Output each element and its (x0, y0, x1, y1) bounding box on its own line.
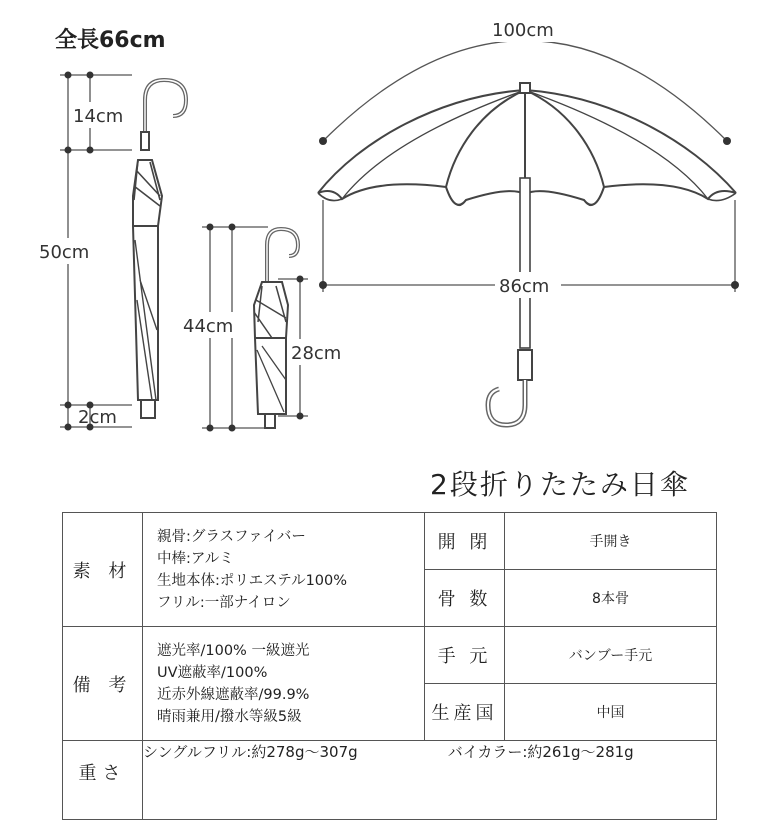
material-line: フリル:一部ナイロン (157, 594, 291, 611)
material-line: 中棒:アルミ (157, 550, 234, 567)
weight-detail (143, 741, 717, 820)
notes-line: UV遮蔽率/100% (157, 664, 268, 681)
origin-label: 生産国 (425, 684, 505, 741)
weight-single: シングルフリル:約278g～307g (143, 743, 358, 761)
shaft-length-label: 50cm (39, 242, 90, 263)
material-label: 素 材 (63, 513, 143, 627)
notes-line: 晴雨兼用/撥水等級5級 (157, 708, 302, 725)
total-length-label: 全長66cm (55, 28, 166, 53)
diameter-arc-label: 100cm (492, 20, 554, 41)
handle-label: 手 元 (425, 627, 505, 684)
weight-bicolor: バイカラー:約261g～281g (447, 743, 634, 761)
notes-detail (143, 627, 425, 741)
notes-line: 近赤外線遮蔽率/99.9% (157, 686, 310, 703)
tip-length-label: 2cm (78, 407, 117, 428)
material-line: 親骨:グラスファイバー (157, 528, 306, 545)
product-title: 2段折りたたみ日傘 (430, 468, 690, 501)
opening-value: 手開き (505, 513, 717, 570)
ribs-value: 8本骨 (505, 570, 717, 627)
opening-label: 開 閉 (425, 513, 505, 570)
weight-label-text: 重さ (78, 763, 127, 784)
material-detail (143, 513, 425, 627)
spec-table (62, 512, 717, 820)
origin-value: 中国 (505, 684, 717, 741)
notes-line: 遮光率/100% 一級遮光 (157, 642, 310, 659)
ribs-label: 骨 数 (425, 570, 505, 627)
folded-body-label: 28cm (291, 343, 342, 364)
folded-total-label: 44cm (183, 316, 234, 337)
handle-value: バンブー手元 (505, 627, 717, 684)
handle-length-label: 14cm (73, 106, 124, 127)
notes-label: 備 考 (63, 627, 143, 741)
material-line: 生地本体:ポリエステル100% (157, 572, 348, 589)
weight-label (63, 741, 143, 820)
folded-umbrella (254, 229, 298, 428)
open-umbrella-shaft (488, 178, 532, 425)
diameter-span-label: 86cm (499, 276, 550, 297)
closed-long-umbrella (133, 80, 186, 418)
